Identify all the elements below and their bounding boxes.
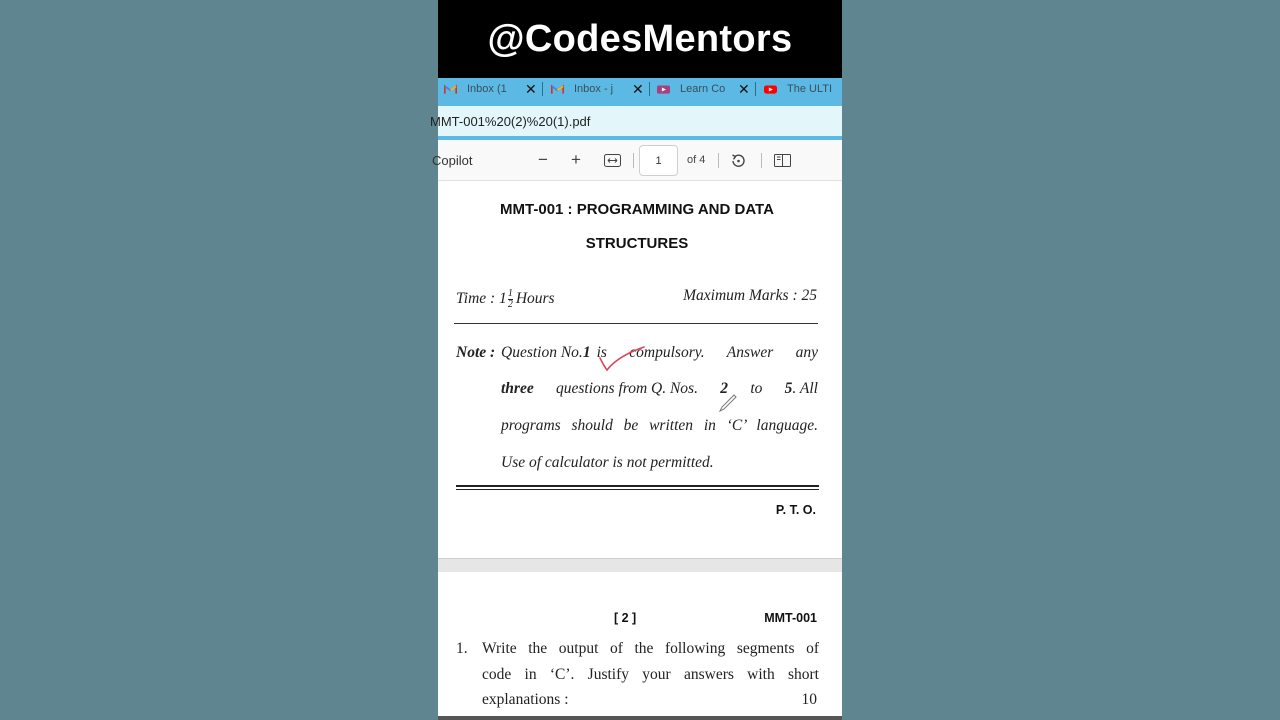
gmail-icon [551,84,564,95]
page-view-icon [774,154,791,167]
tab-label: Learn Co [680,83,726,95]
fit-width-icon [604,154,621,167]
fit-width-button[interactable] [604,140,621,180]
note-line-3: programs should be written in ‘C’ language. [501,417,818,434]
time-allowed [456,279,555,319]
zoom-in-button[interactable] [571,140,581,180]
note-text: is compulsory. Answer any [596,344,818,361]
page-number-label: [ 2 ] [614,611,637,625]
note-question-number: 1 [582,344,591,361]
note-text: questions from Q. Nos. [556,380,698,397]
close-icon[interactable]: ✕ [632,80,644,97]
page-number-input[interactable] [639,145,678,176]
toolbar-divider [761,153,762,168]
tab-label: Inbox (1 [467,83,507,95]
copilot-button[interactable] [432,140,472,180]
pto-label: P. T. O. [775,503,816,517]
copilot-label: Copilot [432,152,473,168]
course-code: MMT-001 [764,611,817,625]
page-total-label: of 4 [687,154,706,166]
page-gap [438,558,842,573]
footer-rule-bottom [456,489,819,490]
browser-tab-bar [438,78,842,100]
tab-label: The ULTI [787,83,833,95]
note-text: Question No. [501,344,583,361]
minus-icon: − [538,150,548,169]
address-bar [430,100,842,140]
address-field[interactable] [430,106,842,136]
gmail-icon [444,84,457,95]
tab-divider [542,82,543,96]
video-icon [657,84,670,95]
close-icon[interactable]: ✕ [525,80,537,97]
address-text: MMT-001%20(2)%20(1).pdf [430,113,591,129]
question-line-1: Write the output of the following segments of [482,640,819,657]
tab-divider [649,82,650,96]
channel-handle: @CodesMentors [487,17,793,60]
close-icon[interactable]: ✕ [738,80,750,97]
note-question-number: 2 [720,380,729,397]
youtube-icon [764,84,777,95]
half-fraction [508,289,513,310]
pdf-page-2 [438,572,842,720]
bottom-edge [438,716,842,720]
note-line-4: Use of calculator is not permitted. [501,454,714,471]
question-line-3: explanations : [482,691,569,708]
tab-divider [755,82,756,96]
page-count [687,140,705,180]
question-marks: 10 [801,691,817,708]
paper-title-line1: MMT-001 : PROGRAMMING AND DATA [500,201,774,218]
tab-inbox-1[interactable] [444,78,537,100]
pdf-toolbar [432,140,842,181]
question-number: 1. [456,640,468,657]
toolbar-divider [718,153,719,168]
rotate-icon [730,152,747,169]
tab-youtube[interactable] [764,78,831,100]
fraction-numerator: 1 [507,287,513,299]
footer-rule-top [456,485,819,487]
header-rule [454,323,818,324]
maximum-marks: Maximum Marks : 25 [683,287,817,304]
page-number-value: 1 [655,154,662,167]
plus-icon: + [571,150,581,169]
rotate-button[interactable] [730,140,747,180]
note-label: Note : [456,344,496,361]
pen-cursor-icon [718,393,738,413]
pdf-page-1 [438,181,842,558]
page-view-button[interactable] [774,140,791,180]
time-suffix: Hours [515,290,555,307]
question-line-2: code in ‘C’. Justify your answers with short [482,666,819,683]
zoom-out-button[interactable] [538,140,548,180]
tab-learn[interactable] [657,78,750,100]
note-line-1 [501,344,818,362]
tab-label: Inbox - j [574,83,614,95]
toolbar-divider [633,153,634,168]
red-checkmark-annotation [598,344,648,374]
paper-title-line2: STRUCTURES [585,235,689,252]
fraction-denominator: 2 [507,298,513,310]
note-question-number: 5 [784,380,793,397]
note-text: to [750,380,763,397]
note-line-2 [501,380,818,398]
tab-inbox-2[interactable] [551,78,644,100]
note-text: . All [792,380,818,397]
note-emphasis: three [501,380,534,397]
time-prefix: Time : 1 [456,290,507,307]
channel-banner [438,0,842,78]
phone-screen [430,0,842,720]
